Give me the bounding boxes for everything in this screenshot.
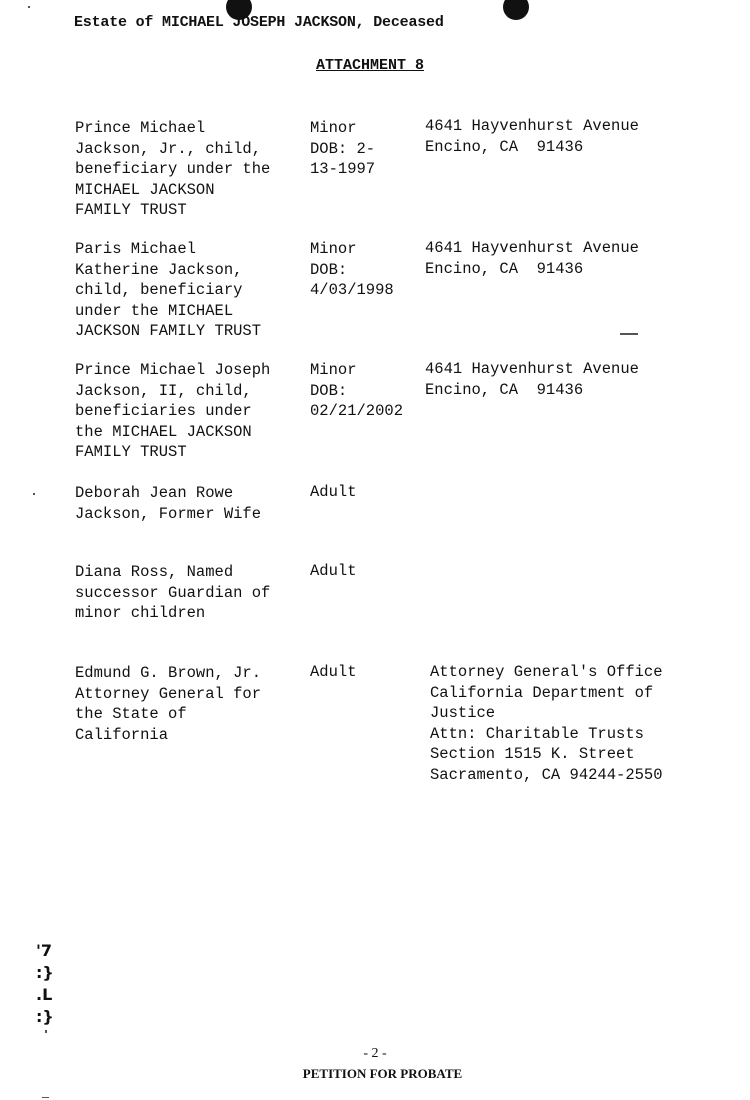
- entry-status: Minor DOB: 4/03/1998: [310, 240, 394, 299]
- entry-status: Adult: [310, 663, 357, 681]
- entry-status: Minor DOB: 2- 13-1997: [310, 119, 376, 178]
- entry-address: Attorney General's Office California Department of Justice Attn: Charitable Trusts Section 1515 K. Street Sacramento, CA 94244-2550: [430, 663, 663, 784]
- entry-name: Deborah Jean Rowe Jackson, Former Wife: [75, 484, 262, 523]
- entry-address: 4641 Hayvenhurst Avenue Encino, CA 91436: [425, 239, 639, 278]
- estate-header: Estate of MICHAEL JOSEPH JACKSON, Deceased: [74, 14, 444, 31]
- entry-address: 4641 Hayvenhurst Avenue Encino, CA 91436: [425, 117, 639, 156]
- entry-name: Prince Michael Jackson, Jr., child, beneficiary under the MICHAEL JACKSON FAMILY TRUST: [75, 119, 271, 219]
- entry-name: Paris Michael Katherine Jackson, child, beneficiary under the MICHAEL JACKSON FAMILY TRUST: [75, 240, 262, 340]
- scan-speck: [28, 6, 30, 8]
- scan-speck: [33, 493, 35, 495]
- scan-speck: [42, 1097, 49, 1098]
- scan-speck: [45, 1030, 47, 1033]
- entry-name: Diana Ross, Named successor Guardian of minor children: [75, 563, 271, 622]
- entry-name: Prince Michael Joseph Jackson, II, child, beneficiaries under the MICHAEL JACKSON FAMILY TRUST: [75, 361, 271, 461]
- margin-handwriting-mark: '7 :} .L :}: [36, 941, 54, 1026]
- entry-status: Minor DOB: 02/21/2002: [310, 361, 404, 420]
- page-number: - 2 -: [363, 1046, 387, 1061]
- attachment-title: ATTACHMENT 8: [316, 57, 425, 74]
- entry-status: Adult: [310, 483, 357, 501]
- footer-document-title: PETITION FOR PROBATE: [302, 1066, 463, 1081]
- entry-status: Adult: [310, 562, 357, 580]
- entry-address: 4641 Hayvenhurst Avenue Encino, CA 91436: [425, 360, 639, 399]
- entry-name: Edmund G. Brown, Jr. Attorney General for the State of California: [75, 664, 262, 744]
- scan-speck: [620, 333, 638, 335]
- punch-hole-right: [503, 0, 529, 20]
